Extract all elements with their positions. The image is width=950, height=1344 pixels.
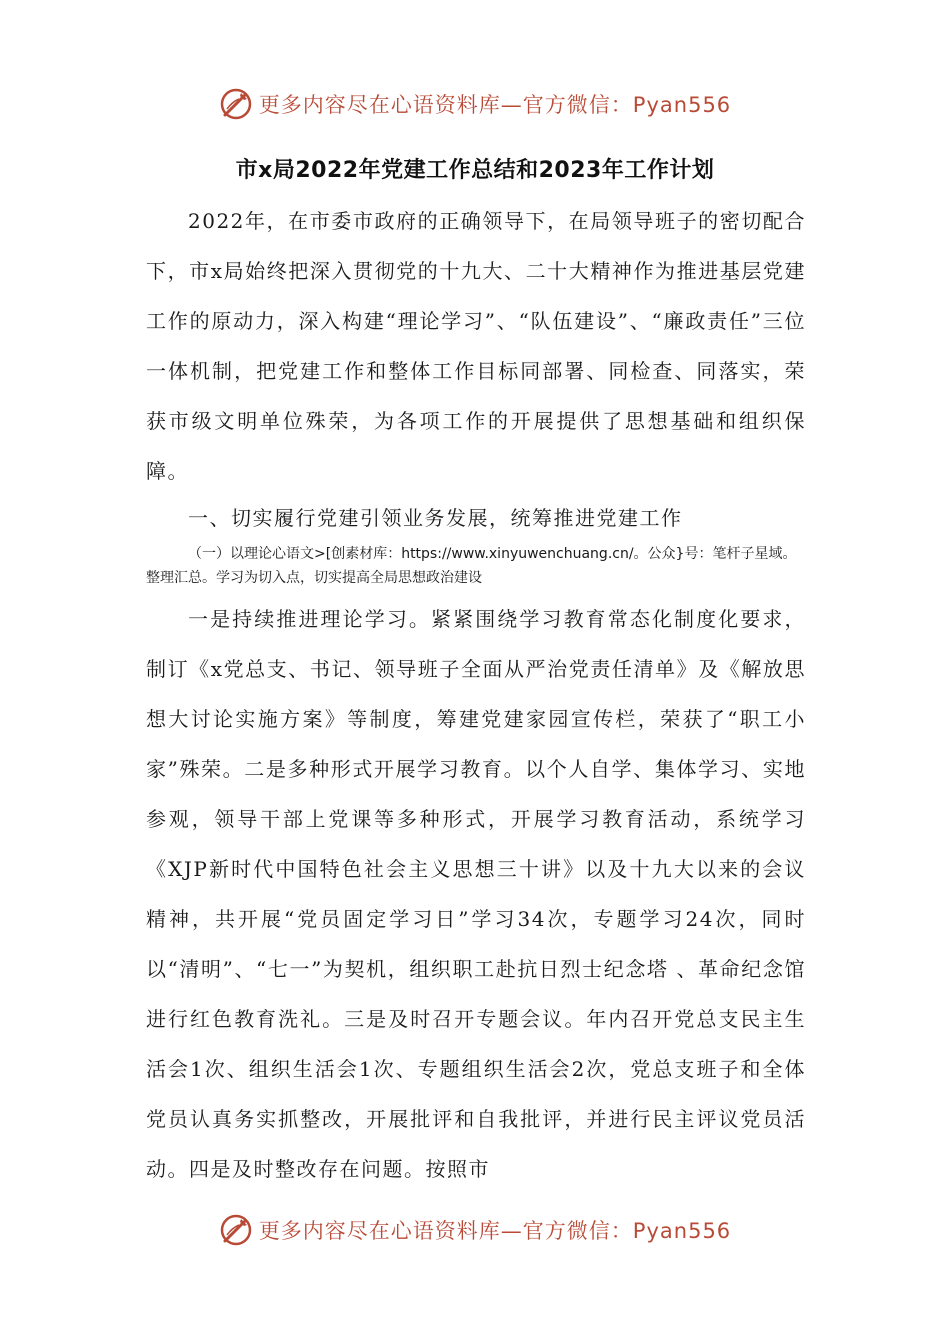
body-paragraph: 一是持续推进理论学习。紧紧围绕学习教育常态化制度化要求，制订《x党总支、书记、领导班子全面从严治党责任清单》及《解放思想大讨论实施方案》等制度，筹建党建家园宣传栏，荣获了“职工小家”殊荣。二是多种形式开展学习教育。以个人自学、集体学习、实地参观，领导干部上党课等多种形式，开展学习教育活动，系统学习《XJP新时代中国特色社会主义思想三十讲》以及十九大以来的会议精神，共开展“党员固定学习日”学习34次，专题学习24次，同时以“清明”、“七一”为契机，组织职工赴抗日烈士纪念塔 、革命纪念馆进行红色教育洗礼。三是及时召开专题会议。年内召开党总支民主生活会1次、组织生活会1次、专题组织生活会2次，党总支班子和全体党员认真务实抓整改，开展批评和自我批评，并进行民主评议党员活动。四是及时整改存在问题。按照市 (146, 607, 806, 1181)
watermark-banner-top (0, 82, 950, 126)
watermark-banner-bottom (0, 1208, 950, 1252)
section-heading: 一、切实履行党建引领业务发展，统筹推进党建工作 (188, 506, 683, 530)
pen-logo-icon (219, 1213, 253, 1247)
watermark-text: 更多内容尽在心语资料库—官方微信：Pyan556 (258, 93, 732, 117)
watermark-text: 更多内容尽在心语资料库—官方微信：Pyan556 (258, 1219, 732, 1243)
pen-logo-icon (219, 87, 253, 121)
subsection-note: （一）以理论心语文>[创素材库：https://www.xinyuwenchuang.cn/。公众}号：笔杆子星域。整理汇总。学习为切入点，切实提高全局思想政治建设 (146, 546, 797, 586)
document-title: 市x局2022年党建工作总结和2023年工作计划 (235, 158, 715, 183)
intro-paragraph: 2022年，在市委市政府的正确领导下，在局领导班子的密切配合下，市x局始终把深入贯彻党的十九大、二十大精神作为推进基层党建工作的原动力，深入构建“理论学习”、“队伍建设”、“廉政责任”三位一体机制，把党建工作和整体工作目标同部署、同检查、同落实，荣获市级文明单位殊荣，为各项工作的开展提供了思想基础和组织保障。 (146, 209, 806, 483)
